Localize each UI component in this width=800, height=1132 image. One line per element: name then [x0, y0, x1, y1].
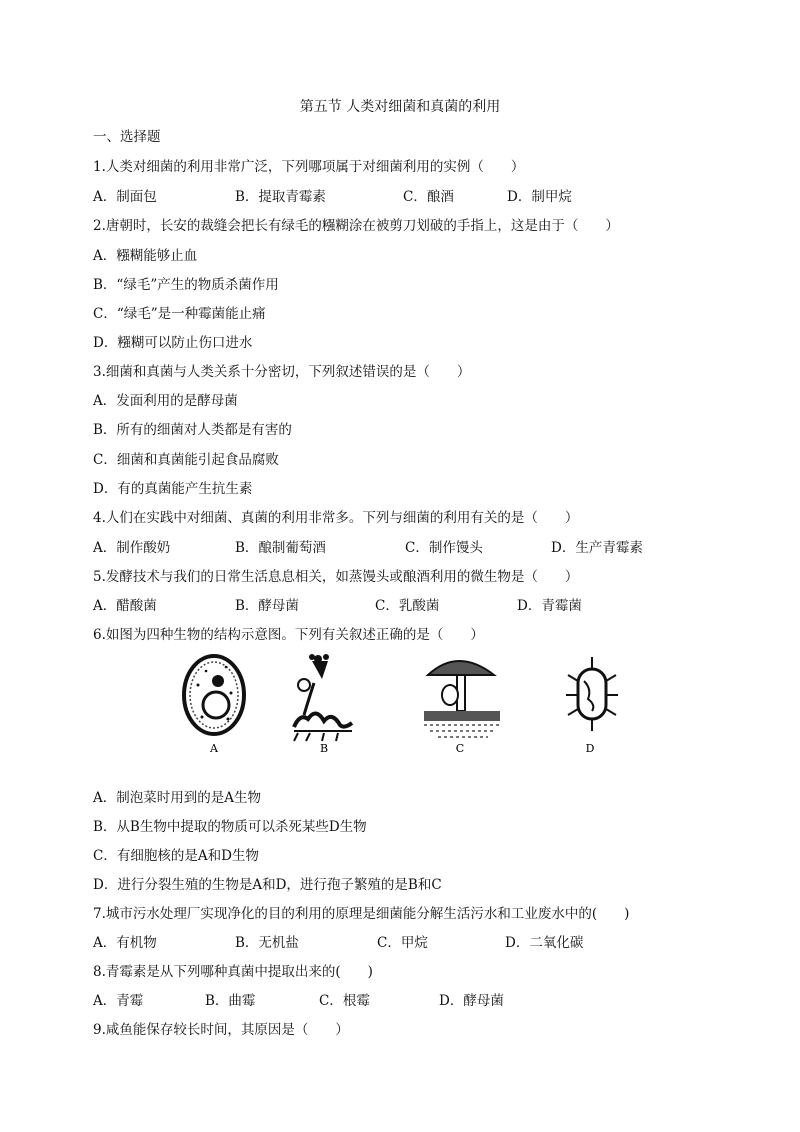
organism-c-mushroom-illustration [424, 661, 500, 737]
option-a: A．制作酸奶 [93, 540, 171, 556]
question-6-option-a: A．制泡菜时用到的是A生物 [93, 790, 261, 806]
question-6-option-c: C．有细胞核的是A和D生物 [93, 848, 259, 864]
organism-b-penicillium-illustration [294, 654, 352, 741]
option-d: D．二氧化碳 [505, 935, 584, 951]
figure-label-d: D [585, 742, 595, 755]
organism-d-bacterium-illustration [566, 657, 618, 731]
figure-label-c: C [455, 742, 465, 755]
question-1-stem: 1.人类对细菌的利用非常广泛，下列哪项属于对细菌利用的实例（ ） [93, 159, 525, 175]
question-3-stem: 3.细菌和真菌与人类关系十分密切，下列叙述错误的是（ ） [93, 364, 471, 380]
option-b: B．曲霉 [205, 993, 256, 1009]
question-3-option-c: C．细菌和真菌能引起食品腐败 [93, 452, 279, 468]
question-6-stem: 6.如图为四种生物的结构示意图。下列有关叙述正确的是（ ） [93, 627, 484, 643]
option-d: D．酵母菌 [439, 993, 504, 1009]
option-b: B．酵母菌 [235, 598, 299, 614]
figure-label-b: B [319, 742, 329, 755]
question-6-option-d: D．进行分裂生殖的生物是A和D，进行孢子繁殖的是B和C [93, 877, 442, 893]
question-3-option-a: A．发面利用的是酵母菌 [93, 393, 238, 409]
figure-label-a: A [210, 742, 218, 755]
question-4-stem: 4.人们在实践中对细菌、真菌的利用非常多。下列与细菌的利用有关的是（ ） [93, 510, 579, 526]
question-3-option-d: D．有的真菌能产生抗生素 [93, 481, 253, 497]
question-2-stem: 2.唐朝时，长安的裁缝会把长有绿毛的糨糊涂在被剪刀划破的手指上，这是由于（ ） [93, 218, 619, 234]
option-b: B．酿制葡萄酒 [235, 540, 326, 556]
option-c: C．制作馒头 [405, 540, 483, 556]
page-title: 第五节 人类对细菌和真菌的利用 [299, 99, 501, 115]
question-9-stem: 9.咸鱼能保存较长时间，其原因是（ ） [93, 1022, 349, 1038]
option-d: D．制甲烷 [507, 189, 572, 205]
option-c: C．酿酒 [403, 189, 454, 205]
option-c: C．乳酸菌 [375, 598, 440, 614]
option-a: A．青霉 [93, 993, 144, 1009]
question-5-stem: 5.发酵技术与我们的日常生活息息相关，如蒸馒头或酿酒利用的微生物是（ ） [93, 569, 579, 585]
section-heading: 一、选择题 [93, 129, 161, 145]
question-2-option-d: D．糨糊可以防止伤口进水 [93, 335, 253, 351]
organism-a-yeast-illustration [184, 656, 244, 734]
option-b: B．无机盐 [235, 935, 299, 951]
option-a: A．有机物 [93, 935, 157, 951]
question-2-option-a: A．糨糊能够止血 [93, 248, 198, 264]
option-a: A．醋酸菌 [93, 598, 157, 614]
organism-structure-figure [176, 645, 624, 755]
question-6-option-b: B．从B生物中提取的物质可以杀死某些D生物 [93, 819, 367, 835]
question-8-stem: 8.青霉素是从下列哪种真菌中提取出来的( ) [93, 964, 373, 980]
option-d: D．青霉菌 [517, 598, 582, 614]
option-c: C．根霉 [319, 993, 370, 1009]
question-7-stem: 7.城市污水处理厂实现净化的目的利用的原理是细菌能分解生活污水和工业废水中的( ) [93, 906, 630, 922]
option-a: A．制面包 [93, 189, 157, 205]
option-c: C．甲烷 [377, 935, 428, 951]
question-2-option-b: B．“绿毛”产生的物质杀菌作用 [93, 277, 279, 293]
option-b: B．提取青霉素 [235, 189, 326, 205]
question-2-option-c: C．“绿毛”是一种霉菌能止痛 [93, 306, 266, 322]
option-d: D．生产青霉素 [551, 540, 643, 556]
question-3-option-b: B．所有的细菌对人类都是有害的 [93, 422, 292, 438]
